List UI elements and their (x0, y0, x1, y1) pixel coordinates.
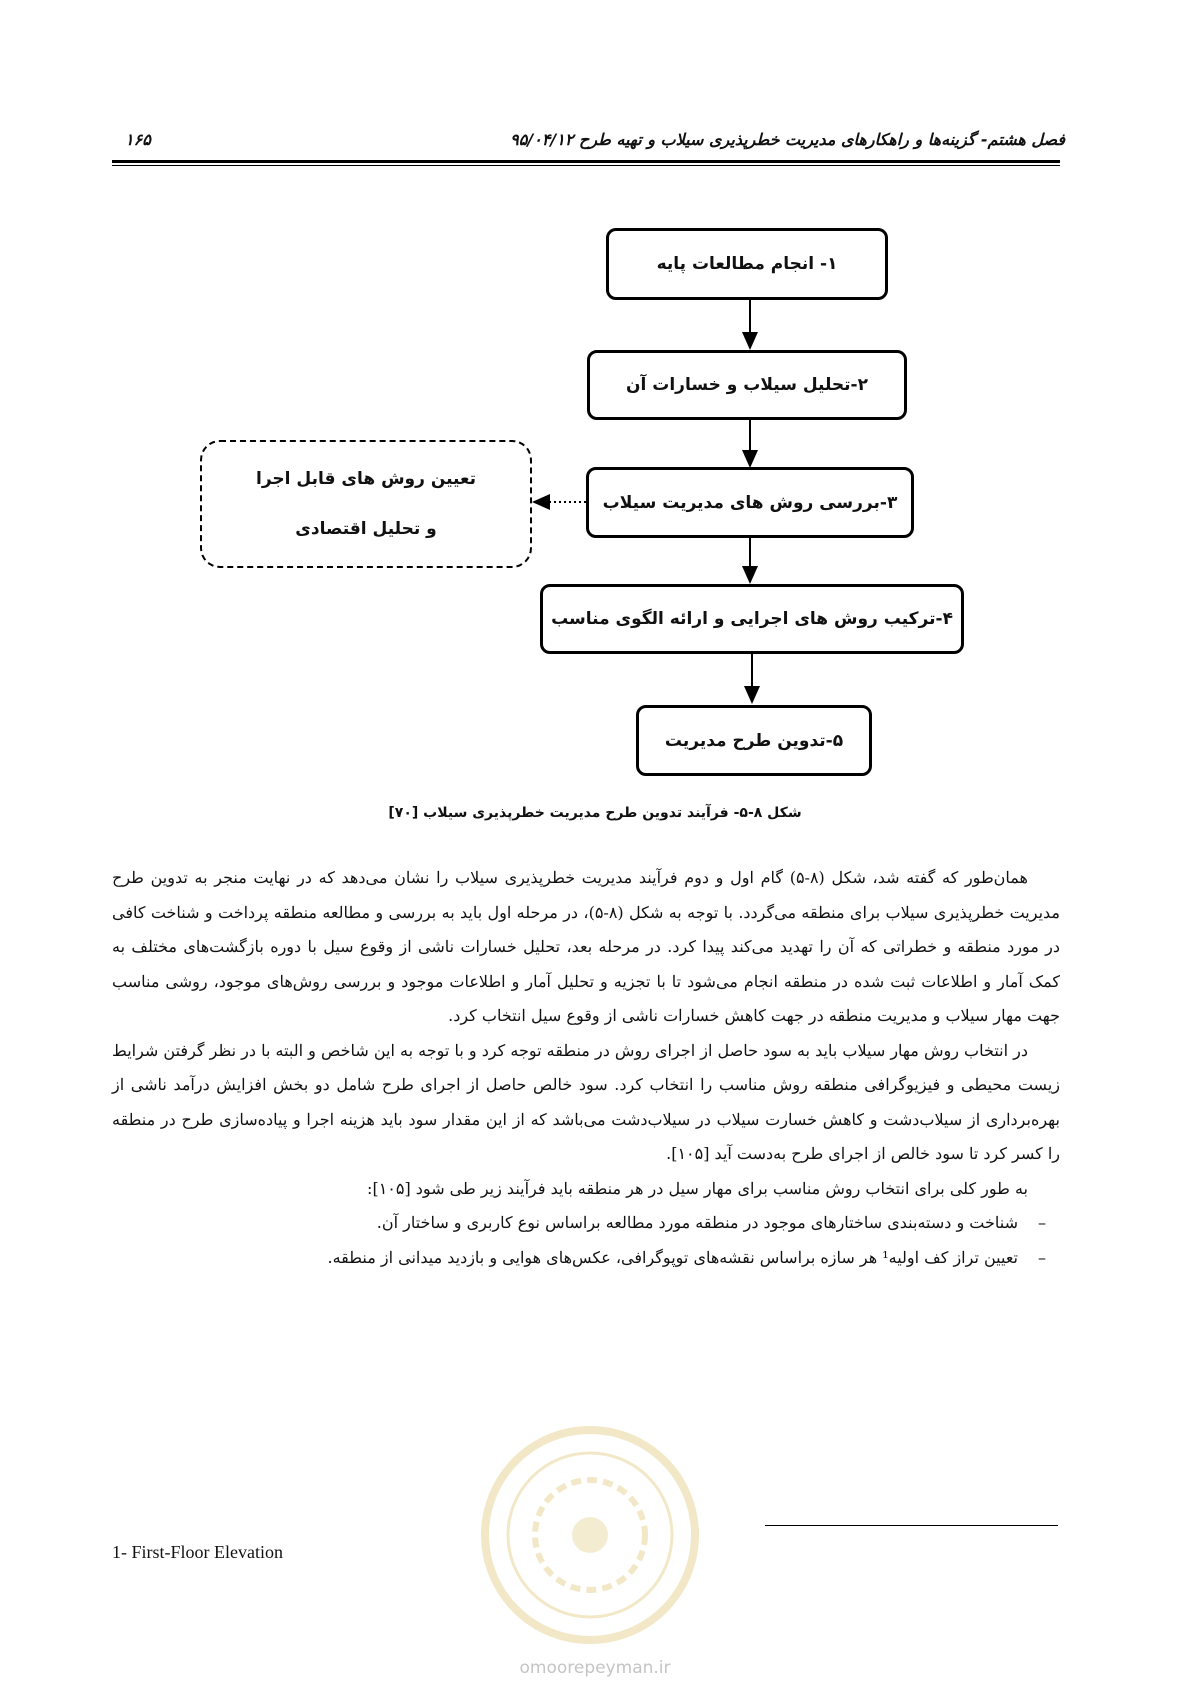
watermark-url: omoorepeyman.ir (519, 1658, 671, 1678)
flow-side-box (200, 440, 532, 568)
figure-caption: شکل ۸-۵- فرآیند تدوین طرح مدیریت خطرپذیری سیلاب [۷۰] (388, 805, 802, 821)
bullet-dash: – (1038, 1247, 1046, 1267)
running-header-title: فصل هشتم- گزینه‌ها و راهکارهای مدیریت خطرپذیری سیلاب و تهیه طرح ۹۵/۰۴/۱۲ (510, 130, 1065, 149)
flow-side-line-2: و تحلیل اقتصادی (295, 519, 437, 539)
flow-step-2-label: ۲-تحلیل سیلاب و خسارات آن (626, 375, 868, 395)
bullet-2 (112, 1241, 1060, 1276)
footnote-rule (765, 1525, 1058, 1526)
flow-step-4 (540, 584, 964, 654)
paragraph-2: در انتخاب روش مهار سیلاب باید به سود حاصل از اجرای روش در منطقه توجه کرد و با توجه به این شاخص و البته با در نظر گرفتن شرایط زیست محیطی و فیزیوگرافی منطقه روش مناسب را انتخاب کرد. سود خالص حاصل از اجرای طرح شامل دو بخش افزایش درآمد ناشی از بهره‌برداری از سیلاب‌دشت و کاهش خسارت سیلاب در سیلاب‌دشت می‌باشد که از این مقدار سود باید هزینه اجرا و پیاده‌سازی طرح در منطقه را کسر کرد تا سود خالص از اجرای طرح به‌دست آید [۱۰۵]. (112, 1040, 1060, 1163)
paragraph-1: همان‌طور که گفته شد، شکل (۸-۵) گام اول و دوم فرآیند مدیریت خطرپذیری سیلاب را نشان می‌دهد که در نهایت منجر به تدوین طرح مدیریت خطرپذیری سیلاب برای منطقه می‌گردد. با توجه به شکل (۸-۵)، در مرحله اول باید به بررسی و مطالعه منطقه پرداخت و شناخت کافی در مورد منطقه و خطراتی که آن را تهدید می‌کند پیدا کرد. در مرحله بعد، تحلیل خسارات ناشی از وقوع سیل با دوره بازگشت‌های مختلف به کمک آمار و اطلاعات ثبت شده در منطقه انجام می‌شود تا با تجزیه و تحلیل آمار و اطلاعات موجود و بررسی روش‌های موجود، روشی مناسب جهت مهار سیلاب و مدیریت منطقه در جهت کاهش خسارات ناشی از وقوع سیل انتخاب کرد. (112, 868, 1061, 1025)
flow-step-1-label: ۱- انجام مطالعات پایه (656, 254, 838, 274)
footnote: 1- First-Floor Elevation (112, 1542, 283, 1562)
bullet-dash: – (1038, 1213, 1046, 1232)
flow-step-3-label: ۳-بررسی روش های مدیریت سیلاب (602, 492, 898, 513)
flow-step-4-label: ۴-ترکیب روش های اجرایی و ارائه الگوی مناسب (551, 609, 953, 629)
bullet-2-text: تعیین تراز کف اولیه¹ هر سازه براساس نقشه‌های توپوگرافی، عکس‌های هوایی و بازدید میدانی از منطقه. (327, 1247, 1018, 1267)
paragraph-3: به طور کلی برای انتخاب روش مناسب برای مهار سیل در هر منطقه باید فرآیند زیر طی شود [۱۰۵]: (367, 1178, 1028, 1198)
page-number: ۱۶۵ (125, 130, 151, 149)
flow-step-5 (636, 705, 872, 776)
flow-step-3 (586, 467, 914, 538)
flow-step-5-label: ۵-تدوین طرح مدیریت (664, 730, 844, 751)
body-text (112, 861, 1060, 1275)
watermark-seal (475, 1420, 705, 1650)
flow-step-1 (606, 228, 888, 300)
bullet-1 (112, 1206, 1060, 1241)
flow-side-line-1: تعیین روش های قابل اجرا (256, 469, 476, 489)
bullet-1-text: شناخت و دسته‌بندی ساختارهای موجود در منطقه مورد مطالعه براساس نوع کاربری و ساختار آن. (376, 1213, 1018, 1232)
flow-step-2 (587, 350, 907, 420)
